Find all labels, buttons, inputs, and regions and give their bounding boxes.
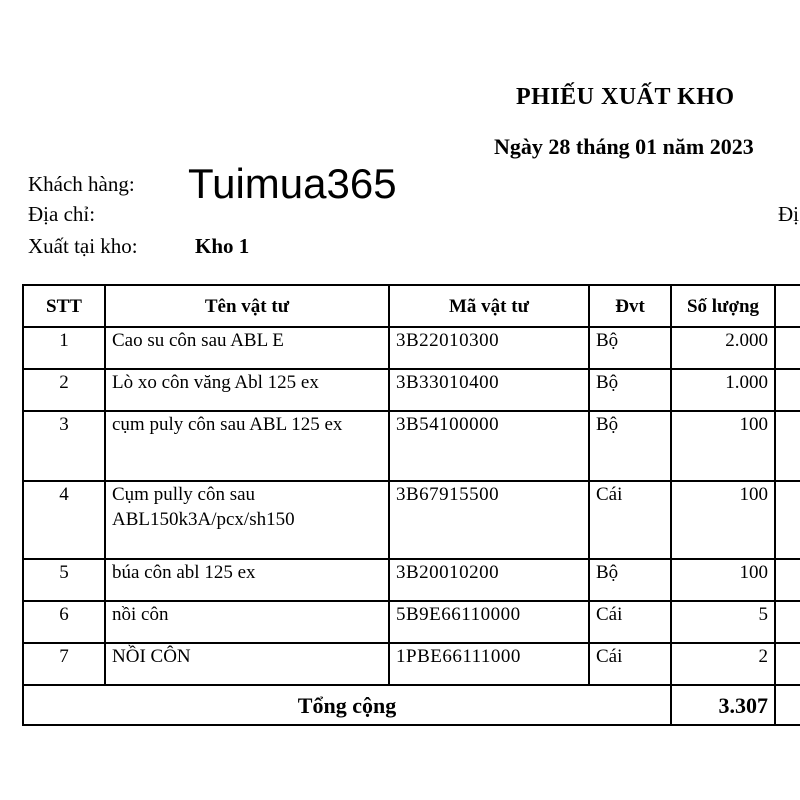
- items-table: [22, 284, 800, 726]
- cell-stt: 4: [23, 481, 105, 559]
- table-row: [23, 559, 800, 601]
- cell-code: 3B20010200: [389, 559, 589, 601]
- warehouse-value: Kho 1: [195, 234, 250, 258]
- cell-code: 3B54100000: [389, 411, 589, 481]
- cell-qty: 100: [671, 481, 775, 559]
- cell-stt: 2: [23, 369, 105, 411]
- cell-name: NỒI CÔN: [105, 643, 389, 685]
- table-row: [23, 327, 800, 369]
- column-header-stt: STT: [23, 285, 105, 327]
- table-header-row: [23, 285, 800, 327]
- cell-code: 3B33010400: [389, 369, 589, 411]
- cell-name: Lò xo côn văng Abl 125 ex: [105, 369, 389, 411]
- column-header-extra: [775, 285, 800, 327]
- cell-extra: [775, 369, 800, 411]
- column-header-qty: Số lượng: [671, 285, 775, 327]
- cell-extra: [775, 411, 800, 481]
- total-label: Tổng cộng: [23, 685, 671, 725]
- cell-name: Cao su côn sau ABL E: [105, 327, 389, 369]
- cell-qty: 100: [671, 559, 775, 601]
- cell-extra: [775, 601, 800, 643]
- cell-qty: 100: [671, 411, 775, 481]
- warehouse-label: Xuất tại kho:: [28, 234, 138, 258]
- cut-off-label: Đị: [778, 202, 799, 226]
- column-header-code: Mã vật tư: [389, 285, 589, 327]
- cell-unit: Cái: [589, 481, 671, 559]
- cell-extra: [775, 327, 800, 369]
- cell-extra: [775, 685, 800, 725]
- cell-stt: 3: [23, 411, 105, 481]
- address-label: Địa chỉ:: [28, 202, 96, 226]
- cell-qty: 2.000: [671, 327, 775, 369]
- cell-stt: 6: [23, 601, 105, 643]
- cell-name: Cụm pully côn sau ABL150k3A/pcx/sh150: [105, 481, 389, 559]
- document-date: Ngày 28 tháng 01 năm 2023: [494, 134, 754, 159]
- customer-label: Khách hàng:: [28, 172, 135, 196]
- table-row: [23, 411, 800, 481]
- cell-extra: [775, 643, 800, 685]
- cell-qty: 5: [671, 601, 775, 643]
- customer-value: Tuimua365: [188, 160, 397, 207]
- cell-name: cụm puly côn sau ABL 125 ex: [105, 411, 389, 481]
- cell-extra: [775, 559, 800, 601]
- cell-unit: Bộ: [589, 559, 671, 601]
- cell-name: nồi côn: [105, 601, 389, 643]
- table-row: [23, 481, 800, 559]
- cell-unit: Bộ: [589, 411, 671, 481]
- cell-name: búa côn abl 125 ex: [105, 559, 389, 601]
- column-header-unit: Đvt: [589, 285, 671, 327]
- cell-stt: 7: [23, 643, 105, 685]
- table-row: [23, 369, 800, 411]
- cell-extra: [775, 481, 800, 559]
- cell-unit: Bộ: [589, 327, 671, 369]
- column-header-name: Tên vật tư: [105, 285, 389, 327]
- cell-unit: Cái: [589, 601, 671, 643]
- cell-unit: Bộ: [589, 369, 671, 411]
- cell-stt: 5: [23, 559, 105, 601]
- cell-code: 3B67915500: [389, 481, 589, 559]
- total-row: [23, 685, 800, 725]
- table-row: [23, 643, 800, 685]
- cell-code: 3B22010300: [389, 327, 589, 369]
- cell-stt: 1: [23, 327, 105, 369]
- cell-qty: 2: [671, 643, 775, 685]
- cell-unit: Cái: [589, 643, 671, 685]
- table-row: [23, 601, 800, 643]
- cell-code: 5B9E66110000: [389, 601, 589, 643]
- total-qty: 3.307: [671, 685, 775, 725]
- cell-qty: 1.000: [671, 369, 775, 411]
- document-title: PHIẾU XUẤT KHO: [516, 84, 735, 110]
- cell-code: 1PBE66111000: [389, 643, 589, 685]
